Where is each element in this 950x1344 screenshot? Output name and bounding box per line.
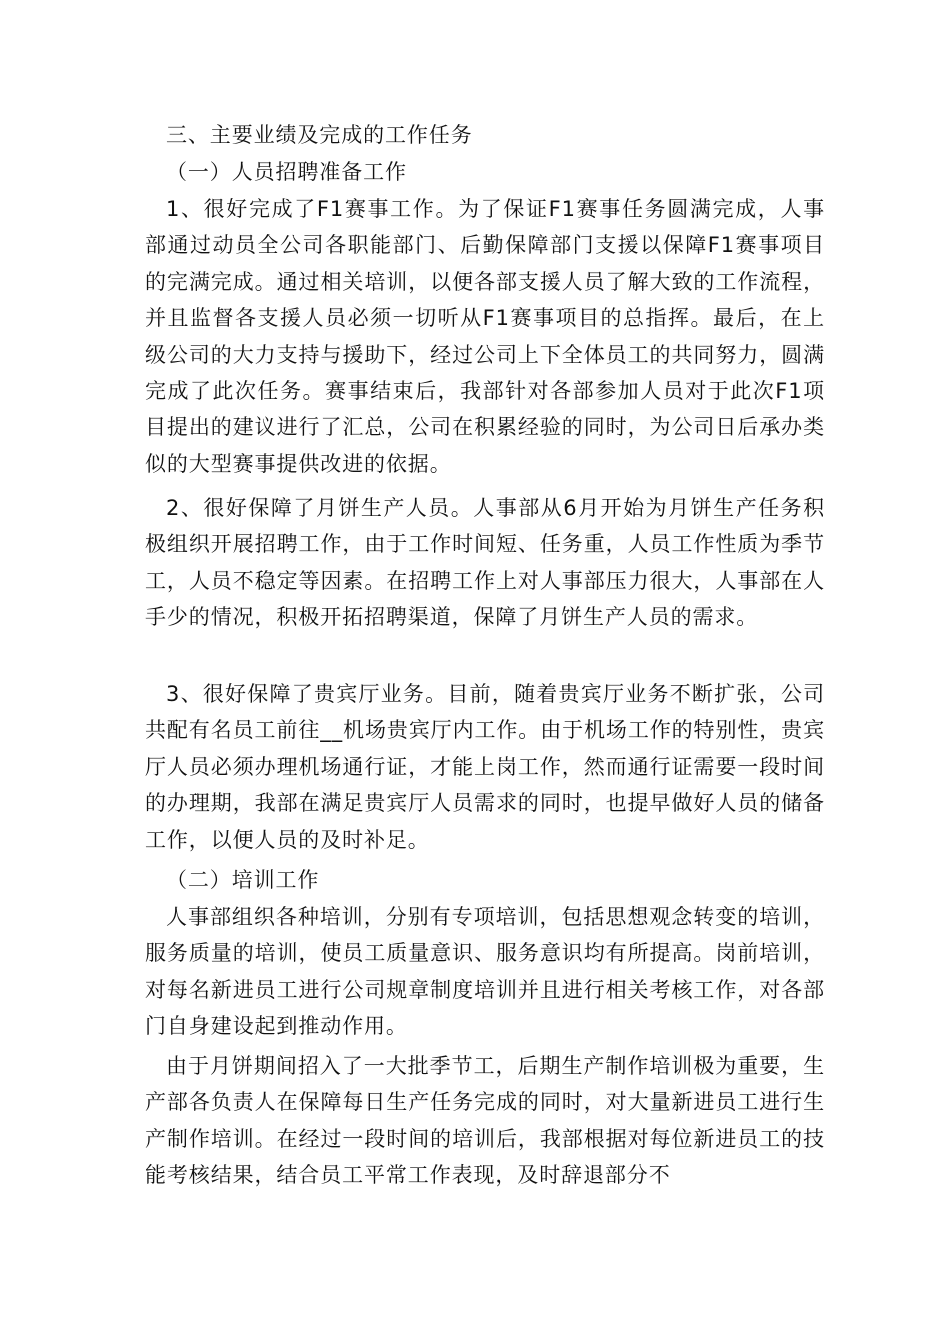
paragraph-mooncake-staff: 2、很好保障了月饼生产人员。人事部从6月开始为月饼生产任务积极组织开展招聘工作，由于工作时间短、任务重，人员工作性质为季节工，人员不稳定等因素。在招聘工作上对人事部压力很大，人事部在人手少的情况，积极开拓招聘渠道，保障了月饼生产人员的需求。 [145,496,825,630]
subsection-title-training: （二）培训工作 [166,868,320,892]
paragraph-vip-lounge: 3、很好保障了贵宾厅业务。目前，随着贵宾厅业务不断扩张，公司共配有名员工前往__机场贵宾厅内工作。由于机场工作的特别性，贵宾厅人员必须办理机场通行证，才能上岗工作，然而通行证需要一段时间的办理期，我部在满足贵宾厅人员需求的同时，也提早做好人员的储备工作，以便人员的及时补足。 [145,682,825,852]
subsection-title-recruitment: （一）人员招聘准备工作 [166,160,407,184]
paragraph-training-programs: 人事部组织各种培训，分别有专项培训，包括思想观念转变的培训，服务质量的培训，使员工质量意识、服务意识均有所提高。岗前培训，对每名新进员工进行公司规章制度培训并且进行相关考核工作，对各部门自身建设起到推动作用。 [145,905,825,1039]
paragraph-production-training: 由于月饼期间招入了一大批季节工，后期生产制作培训极为重要，生产部各负责人在保障每日生产任务完成的同时，对大量新进员工进行生产制作培训。在经过一段时间的培训后，我部根据对每位新进员工的技能考核结果，结合员工平常工作表现，及时辞退部分不 [145,1054,825,1188]
section-title: 三、主要业绩及完成的工作任务 [166,123,473,147]
paragraph-f1-event: 1、很好完成了F1赛事工作。为了保证F1赛事任务圆满完成，人事部通过动员全公司各职能部门、后勤保障部门支援以保障F1赛事项目的完满完成。通过相关培训，以便各部支援人员了解大致的工作流程，并且监督各支援人员必须一切听从F1赛事项目的总指挥。最后，在上级公司的大力支持与援助下，经过公司上下全体员工的共同努力，圆满完成了此次任务。赛事结束后，我部针对各部参加人员对于此次F1项目提出的建议进行了汇总，公司在积累经验的同时，为公司日后承办类似的大型赛事提供改进的依据。 [145,197,825,476]
